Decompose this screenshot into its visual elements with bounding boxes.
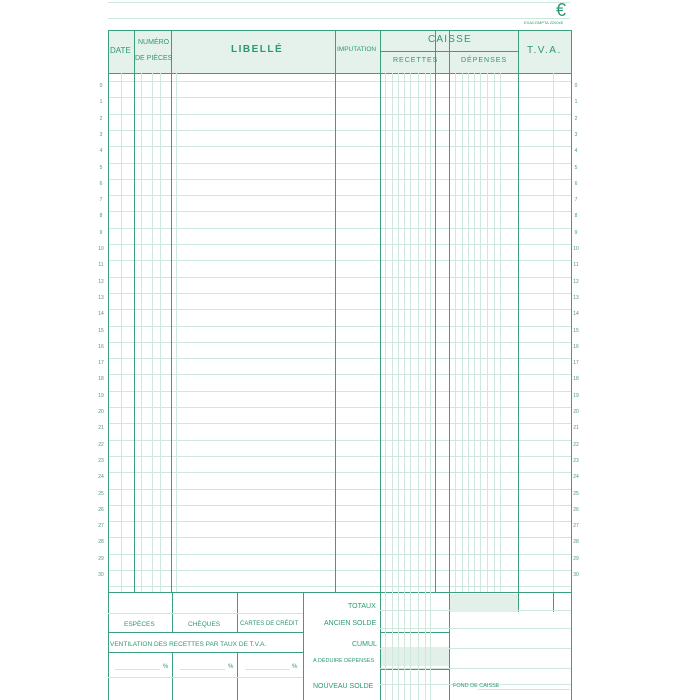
col-rule: [480, 73, 481, 592]
col-border: [171, 30, 172, 592]
row-rule: [108, 277, 571, 278]
row-rule: [108, 342, 571, 343]
col-border: [335, 30, 336, 592]
row-number: 2: [99, 115, 103, 122]
percent-line: [115, 669, 160, 670]
col-rule: [404, 73, 405, 592]
col-rule: [152, 73, 153, 592]
row-number: 9: [99, 229, 103, 236]
row-number: 12: [573, 278, 579, 285]
row-rule: [108, 554, 571, 555]
col-rule: [468, 73, 469, 592]
row-rule: [108, 456, 571, 457]
row-number: 27: [573, 523, 579, 530]
header-libelle: LIBELLÉ: [231, 44, 284, 55]
percent-1: %: [163, 664, 169, 670]
row-number: 16: [573, 343, 579, 350]
row-number: 29: [573, 555, 579, 562]
footer-rule: [108, 652, 303, 653]
row-number: 23: [573, 457, 579, 464]
row-number: 23: [98, 457, 104, 464]
row-number: 20: [98, 409, 104, 415]
col-border: [449, 30, 450, 592]
row-number: 30: [573, 572, 579, 578]
col-border: [435, 30, 436, 592]
col-rule: [474, 73, 475, 592]
caisse-rule: [380, 669, 449, 670]
row-number: 13: [98, 294, 104, 301]
label-a-deduire: A DÉDUIRE DÉPENSES: [313, 658, 375, 664]
row-number: 30: [98, 572, 104, 578]
caisse-rule: [380, 632, 449, 633]
label-totaux: TOTAUX: [348, 603, 376, 610]
row-number: 22: [573, 441, 579, 448]
row-rule: [108, 114, 571, 115]
row-rule: [108, 195, 571, 196]
row-number: 19: [98, 392, 104, 399]
row-number: 11: [98, 262, 104, 269]
row-number: 15: [573, 327, 579, 334]
row-number: 8: [99, 213, 103, 220]
row-number: 7: [574, 197, 578, 204]
label-cartes: CARTES DE CRÉDIT: [240, 621, 299, 627]
col-rule: [425, 73, 426, 592]
row-number: 6: [574, 180, 578, 187]
row-number: 6: [99, 180, 103, 187]
row-number: 0: [574, 83, 578, 89]
row-number: 1: [99, 99, 103, 106]
row-number: 14: [573, 311, 579, 318]
row-number: 10: [573, 246, 579, 252]
row-number: 28: [573, 539, 579, 546]
totaux-shade: [450, 594, 518, 612]
percent-line: [180, 669, 225, 670]
row-rule: [108, 374, 571, 375]
row-number: 20: [573, 409, 579, 415]
header-numero-1: NUMÉRO: [138, 39, 170, 46]
footer-rule: [108, 613, 303, 614]
label-especes: ESPÈCES: [124, 621, 155, 628]
row-number: 5: [99, 164, 103, 171]
header-tva: T.V.A.: [527, 45, 562, 56]
col-rule: [430, 73, 431, 592]
row-number: 16: [98, 343, 104, 350]
row-rule: [108, 179, 571, 180]
header-date: DATE: [110, 46, 131, 55]
top-rule: [108, 2, 570, 3]
row-rule: [108, 163, 571, 164]
label-cumul: CUMUL: [352, 641, 377, 648]
row-rule: [108, 489, 571, 490]
row-rule: [108, 81, 571, 82]
row-rule: [108, 586, 571, 587]
row-rule: [108, 244, 571, 245]
row-number: 22: [98, 441, 104, 448]
row-rule: [108, 130, 571, 131]
row-number: 3: [99, 131, 103, 138]
brand-code: EXACOMPTA 2200xE: [524, 20, 564, 25]
footer-border: [571, 592, 572, 700]
percent-3: %: [292, 664, 298, 670]
row-rule: [108, 358, 571, 359]
col-rule: [385, 73, 386, 592]
header-caisse: CAISSE: [428, 34, 472, 45]
row-number: 17: [573, 360, 579, 367]
row-number: 21: [98, 425, 104, 432]
label-nouveau-solde: NOUVEAU SOLDE: [313, 683, 374, 690]
row-number: 28: [98, 539, 104, 546]
row-number: 26: [98, 506, 104, 513]
header-numero-2: DE PIÈCES: [135, 55, 173, 62]
footer-col: [553, 592, 554, 612]
percent-line: [245, 669, 290, 670]
row-number: 18: [98, 376, 104, 383]
row-number: 13: [573, 294, 579, 301]
col-rule: [487, 73, 488, 592]
row-number: 25: [98, 490, 104, 497]
col-rule: [398, 592, 399, 700]
footer-col: [518, 592, 519, 612]
row-number: 19: [573, 392, 579, 399]
col-rule: [404, 592, 405, 700]
row-rule: [108, 293, 571, 294]
col-rule: [160, 73, 161, 592]
row-rule: [108, 260, 571, 261]
label-cheques: CHÈQUES: [188, 621, 221, 628]
row-rule: [108, 228, 571, 229]
col-rule: [462, 73, 463, 592]
row-number: 27: [98, 523, 104, 530]
row-number: 9: [574, 229, 578, 236]
row-number: 4: [99, 148, 103, 155]
col-border: [380, 30, 381, 592]
col-rule: [392, 73, 393, 592]
row-number: 24: [98, 474, 104, 481]
col-rule: [392, 592, 393, 700]
fond-line: [478, 689, 570, 690]
col-rule: [385, 592, 386, 700]
row-number: 24: [573, 474, 579, 481]
row-rule: [108, 537, 571, 538]
label-ancien-solde: ANCIEN SOLDE: [324, 620, 377, 627]
footer-rule: [108, 677, 303, 678]
row-number: 8: [574, 213, 578, 220]
col-rule: [176, 73, 177, 592]
row-rule: [108, 97, 571, 98]
row-number: 7: [99, 197, 103, 204]
row-rule: [108, 570, 571, 571]
row-number: 1: [574, 99, 578, 106]
col-rule: [455, 73, 456, 592]
col-rule: [398, 73, 399, 592]
row-rule: [108, 326, 571, 327]
footer-border: [108, 592, 109, 700]
header-depenses: DÉPENSES: [461, 57, 508, 64]
header-imputation: IMPUTATION: [337, 46, 377, 53]
row-number: 11: [573, 262, 579, 269]
footer-col: [303, 592, 304, 700]
row-number: 14: [98, 311, 104, 318]
col-rule: [418, 592, 419, 700]
row-rule: [108, 309, 571, 310]
label-fond-de-caisse: FOND DE CAISSE: [453, 683, 500, 689]
row-number: 21: [573, 425, 579, 432]
row-number: 0: [99, 83, 103, 89]
header-bottom-border: [108, 73, 571, 74]
row-number: 5: [574, 164, 578, 171]
col-rule: [121, 73, 122, 592]
row-rule: [108, 423, 571, 424]
row-number: 17: [98, 360, 104, 367]
top-rule: [108, 18, 570, 19]
row-number: 3: [574, 131, 578, 138]
footer-rule: [380, 628, 571, 629]
col-rule: [418, 73, 419, 592]
row-number: 29: [98, 555, 104, 562]
footer-col: [172, 592, 173, 632]
row-number: 12: [98, 278, 104, 285]
row-number: 18: [573, 376, 579, 383]
row-rule: [108, 211, 571, 212]
col-rule: [494, 73, 495, 592]
row-rule: [108, 472, 571, 473]
col-rule: [500, 73, 501, 592]
row-rule: [108, 521, 571, 522]
col-rule: [553, 73, 554, 592]
row-rule: [108, 407, 571, 408]
row-number: 2: [574, 115, 578, 122]
row-number: 25: [573, 490, 579, 497]
percent-2: %: [228, 664, 234, 670]
col-rule: [430, 592, 431, 700]
euro-icon: €: [556, 0, 567, 20]
header-recettes: RECETTES: [393, 57, 439, 64]
label-ventilation: VENTILATION DES RECETTES PAR TAUX DE T.V.A.: [110, 641, 267, 648]
col-rule: [410, 592, 411, 700]
body-bottom-border: [108, 592, 571, 593]
row-rule: [108, 391, 571, 392]
col-rule: [141, 73, 142, 592]
col-rule: [410, 73, 411, 592]
footer-col: [172, 652, 173, 700]
row-number: 15: [98, 327, 104, 334]
header-top-border: [108, 30, 571, 31]
row-number: 26: [573, 506, 579, 513]
footer-rule: [380, 668, 571, 669]
footer-col: [237, 652, 238, 700]
footer-col: [237, 592, 238, 632]
col-rule: [425, 592, 426, 700]
row-rule: [108, 146, 571, 147]
row-rule: [108, 505, 571, 506]
col-border: [449, 51, 450, 73]
col-border: [134, 30, 135, 592]
col-border: [518, 30, 519, 592]
row-number: 4: [574, 148, 578, 155]
footer-rule: [108, 632, 303, 633]
row-rule: [108, 440, 571, 441]
row-number: 10: [98, 246, 104, 252]
col-border: [108, 30, 109, 592]
